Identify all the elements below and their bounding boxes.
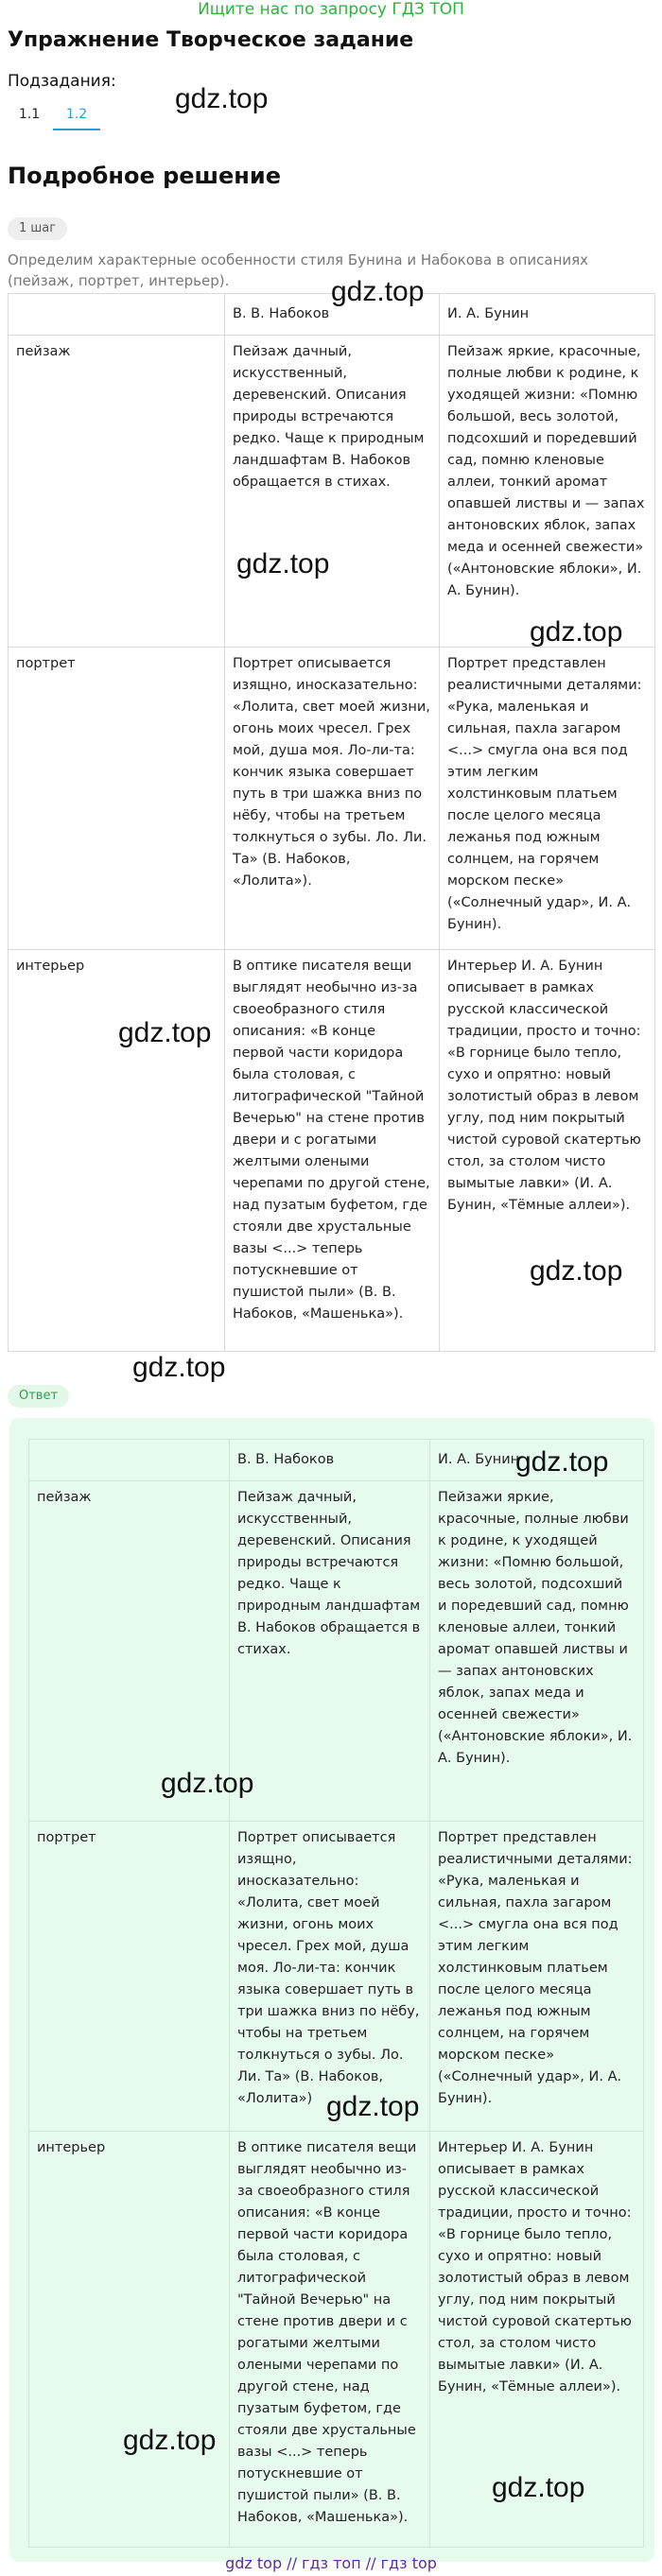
row-label: интерьер	[29, 2132, 230, 2548]
answer-badge: Ответ	[8, 1385, 69, 1408]
subtasks-label: Подзадания:	[8, 72, 116, 91]
watermark: gdz.top	[326, 2091, 420, 2122]
watermark: gdz.top	[175, 83, 269, 114]
bunin-cell: Пейзаж яркие, красочные, полные любви к родине, к уходящей жизни: «Помню большой, весь золотой, подсохший и поредевший сад, помню кленовые аллеи, тонкий аромат опавшей листвы и — запах антоновских яблок, запах меда и осенней свежести» («Антоновские яблоки», И. А. Бунин).	[440, 336, 655, 648]
bunin-cell: Пейзажи яркие, красочные, полные любви к родине, к уходящей жизни: «Помню большой, весь золотой, подсохший и поредевший сад, помню кленовые аллеи, тонкий аромат опавшей листвы и — запах антоновских яблок, запах меда и осенней свежести» («Антоновские яблоки», И. А. Бунин).	[430, 1481, 644, 1822]
watermark: gdz.top	[118, 1017, 212, 1048]
table-row	[9, 336, 655, 648]
answer-panel	[9, 1418, 654, 2562]
subtask-tab-1-1[interactable]: 1.1	[18, 107, 41, 122]
table-row	[29, 1822, 644, 2132]
watermark: gdz.top	[123, 2425, 217, 2456]
header-cell-empty	[29, 1440, 230, 1481]
nabokov-cell: В оптике писателя вещи выглядят необычно из-за своеобразного стиля описания: «В конце первой части коридора была столовая, с литографической "Тайной Вечерью" на стене против двери и с рогатыми желтыми олеными черепами по другой стене, над пузатым буфетом, где стояли две хрустальные вазы <...> теперь потускневшие от пушистой пыли» (В. В. Набоков, «Машенька»).	[225, 950, 440, 1352]
nabokov-cell: Пейзаж дачный, искусственный, деревенский. Описания природы встречаются редко. Чаще к природным ландшафтам В. Набоков обращается в стихах.	[230, 1481, 430, 1822]
table-row	[9, 950, 655, 1352]
watermark: gdz.top	[492, 2472, 585, 2503]
nabokov-cell: Портрет описывается изящно, иносказательно: «Лолита, свет моей жизни, огонь моих чресел. Грех мой, душа моя. Ло-ли-та: кончик языка совершает путь в три шажка вниз по нёбу, чтобы на третьем толкнуться о зубы. Ло. Ли. Та» (В. Набоков, «Лолита»)	[230, 1822, 430, 2132]
subtask-tab-1-2[interactable]: 1.2	[53, 100, 100, 130]
nabokov-cell: Портрет описывается изящно, иносказательно: «Лолита, свет моей жизни, огонь моих чресел. Грех мой, душа моя. Ло-ли-та: кончик языка совершает путь в три шажка вниз по нёбу, чтобы на третьем толкнуться о зубы. Ло. Ли. Та» (В. Набоков, «Лолита»).	[225, 648, 440, 950]
top-banner[interactable]: Ищите нас по запросу ГДЗ ТОП	[198, 0, 464, 19]
row-label: портрет	[9, 648, 225, 950]
bunin-cell: Портрет представлен реалистичными деталями: «Рука, маленькая и сильная, пахла загаром <...> смугла она вся под этим легким холстинковым платьем после целого месяца лежанья под южным солнцем, на горячем морском песке» («Солнечный удар», И. А. Бунин).	[430, 1822, 644, 2132]
section-title: Подробное решение	[8, 163, 281, 189]
header-cell-nabokov: В. В. Набоков	[230, 1440, 430, 1481]
bunin-cell: Интерьер И. А. Бунин описывает в рамках русской классической традиции, просто и точно: «В горнице было тепло, сухо и опрятно: новый золотистый образ в левом углу, под ним покрытый чистой суровой скатертью стол, за столом чисто вымытые лавки» (И. А. Бунин, «Тёмные аллеи»).	[430, 2132, 644, 2548]
table-row	[29, 2132, 644, 2548]
row-label: портрет	[29, 1822, 230, 2132]
watermark: gdz.top	[331, 276, 425, 307]
table-row	[9, 648, 655, 950]
bunin-cell: Портрет представлен реалистичными деталями: «Рука, маленькая и сильная, пахла загаром <...> смугла она вся под этим легким холстинковым платьем после целого месяца лежанья под южным солнцем, на горячем морском песке» («Солнечный удар», И. А. Бунин).	[440, 648, 655, 950]
row-label: интерьер	[9, 950, 225, 1352]
footer-links[interactable]: gdz top // гдз топ // гдз top	[225, 2554, 437, 2572]
table-header-row	[9, 294, 655, 336]
subtask-tabs	[6, 100, 100, 130]
header-cell-nabokov: В. В. Набоков	[225, 294, 440, 336]
watermark: gdz.top	[530, 616, 623, 648]
step-badge: 1 шаг	[8, 217, 67, 240]
solution-table	[8, 293, 655, 1352]
bunin-cell: Интерьер И. А. Бунин описывает в рамках русской классической традиции, просто и точно: «В горнице было тепло, сухо и опрятно: новый золотистый образ в левом углу, под ним покрытый чистой суровой скатертью стол, за столом чисто вымытые лавки» (И. А. Бунин, «Тёмные аллеи»).	[440, 950, 655, 1352]
row-label: пейзаж	[29, 1481, 230, 1822]
watermark: gdz.top	[161, 1768, 254, 1799]
answer-table	[28, 1439, 644, 2548]
header-cell-bunin: И. А. Бунин	[440, 294, 655, 336]
header-cell-bunin: И. А. Бунин	[430, 1440, 644, 1481]
table-row	[29, 1481, 644, 1822]
nabokov-cell: Пейзаж дачный, искусственный, деревенский. Описания природы встречаются редко. Чаще к природным ландшафтам В. Набоков обращается в стихах.	[225, 336, 440, 648]
intro-text: Определим характерные особенности стиля Бунина и Набокова в описаниях (пейзаж, портрет, интерьер).	[8, 251, 589, 289]
watermark: gdz.top	[515, 1446, 609, 1478]
watermark: gdz.top	[236, 548, 330, 579]
header-cell-empty	[9, 294, 225, 336]
table-header-row	[29, 1440, 644, 1481]
watermark: gdz.top	[132, 1352, 226, 1383]
watermark: gdz.top	[530, 1255, 623, 1287]
page-title: Упражнение Творческое задание	[8, 28, 414, 52]
nabokov-cell: В оптике писателя вещи выглядят необычно из-за своеобразного стиля описания: «В конце первой части коридора была столовая, с литографической "Тайной Вечерью" на стене против двери и с рогатыми желтыми олеными черепами по другой стене, над пузатым буфетом, где стояли две хрустальные вазы <...> теперь потускневшие от пушистой пыли» (В. В. Набоков, «Машенька»).	[230, 2132, 430, 2548]
row-label: пейзаж	[9, 336, 225, 648]
